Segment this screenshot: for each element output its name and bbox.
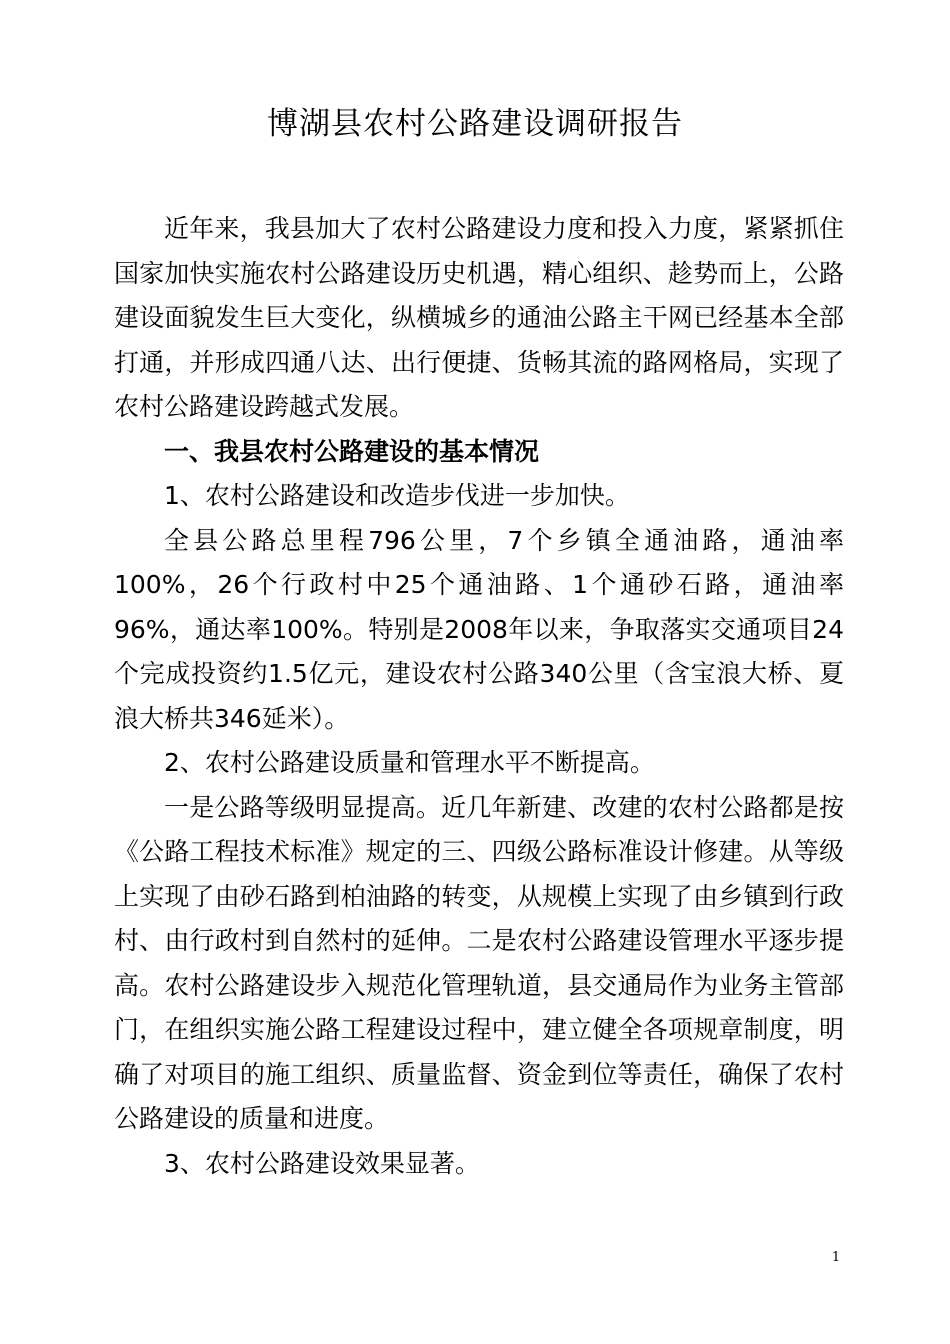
subheading-construction-pace: 1、农村公路建设和改造步伐进一步加快。 — [164, 481, 630, 510]
subheading-quality-management: 2、农村公路建设质量和管理水平不断提高。 — [164, 748, 655, 777]
document-title: 博湖县农村公路建设调研报告 — [267, 106, 683, 142]
document-body — [114, 207, 844, 1186]
intro-paragraph: 近年来，我县加大了农村公路建设力度和投入力度，紧紧抓住国家加快实施农村公路建设历史机遇，精心组织、趁势而上，公路建设面貌发生巨大变化，纵横城乡的通油公路主干网已经基本全部打通，并形成四通八达、出行便捷、货畅其流的路网格局，实现了农村公路建设跨越式发展。 — [114, 214, 844, 421]
paragraph-quality-details: 一是公路等级明显提高。近几年新建、改建的农村公路都是按《公路工程技术标准》规定的三、四级公路标准设计修建。从等级上实现了由砂石路到柏油路的转变，从规模上实现了由乡镇到行政村、由行政村到自然村的延伸。二是农村公路建设管理水平逐步提高。农村公路建设步入规范化管理轨道，县交通局作为业务主管部门，在组织实施公路工程建设过程中，建立健全各项规章制度，明确了对项目的施工组织、质量监督、资金到位等责任，确保了农村公路建设的质量和进度。 — [114, 792, 844, 1133]
section-heading-basic-situation: 一、我县农村公路建设的基本情况 — [164, 436, 540, 466]
paragraph-mileage-statistics: 全县公路总里程796公里，7个乡镇全通油路，通油率100%，26个行政村中25个通油路、1个通砂石路，通油率96%，通达率100%。特别是2008年以来，争取落实交通项目24个完成投资约1.5亿元，建设农村公路340公里（含宝浪大桥、夏浪大桥共346延米）。 — [114, 525, 844, 733]
subheading-construction-effect: 3、农村公路建设效果显著。 — [164, 1148, 480, 1178]
page-number: 1 — [831, 1250, 841, 1265]
